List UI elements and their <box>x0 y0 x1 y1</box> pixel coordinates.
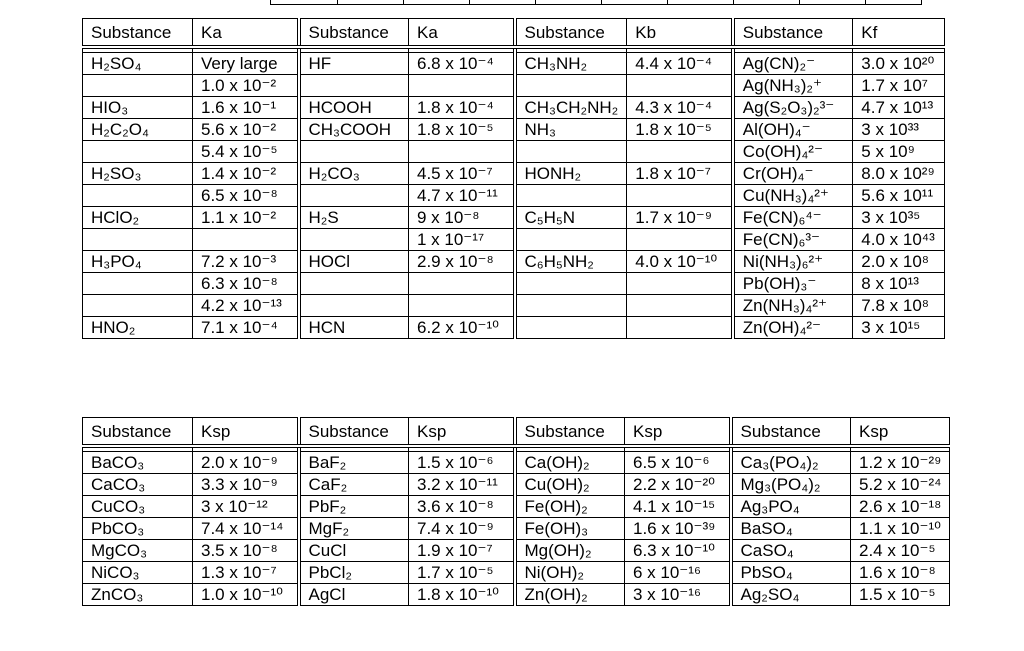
substance-cell: Ag₂SO₄ <box>731 584 851 606</box>
constant-cell: 1.4 x 10⁻² <box>193 163 299 185</box>
constant-cell: 3 x 10¹⁵ <box>853 317 945 339</box>
substance-cell <box>299 141 409 163</box>
constant-cell: 4.4 x 10⁻⁴ <box>627 53 733 75</box>
substance-cell: PbSO₄ <box>731 562 851 584</box>
substance-cell: PbF₂ <box>299 496 409 518</box>
constant-cell: 6 x 10⁻¹⁶ <box>625 562 731 584</box>
constant-cell: 1.6 x 10⁻³⁹ <box>625 518 731 540</box>
substance-cell: CuCO₃ <box>83 496 193 518</box>
table-row <box>83 295 945 317</box>
constant-cell: 1.8 x 10⁻⁴ <box>409 97 515 119</box>
substance-cell: Ni(NH₃)₆²⁺ <box>733 251 853 273</box>
constant-cell: 3 x 10³⁵ <box>853 207 945 229</box>
substance-cell: Ag(S₂O₃)₂³⁻ <box>733 97 853 119</box>
constant-cell: 1.6 x 10⁻¹ <box>193 97 299 119</box>
constant-cell: Very large <box>193 53 299 75</box>
constant-cell <box>627 273 733 295</box>
constant-cell <box>409 295 515 317</box>
substance-cell: MgCO₃ <box>83 540 193 562</box>
header-cell: Substance <box>731 418 851 447</box>
constant-cell: 2.9 x 10⁻⁸ <box>409 251 515 273</box>
constant-cell: 5 x 10⁹ <box>853 141 945 163</box>
substance-cell <box>299 185 409 207</box>
substance-cell: HOCl <box>299 251 409 273</box>
constant-cell: 5.6 x 10¹¹ <box>853 185 945 207</box>
substance-cell: ZnCO₃ <box>83 584 193 606</box>
header-cell: Substance <box>299 418 409 447</box>
substance-cell <box>299 75 409 97</box>
constant-cell: 1.6 x 10⁻⁸ <box>851 562 950 584</box>
substance-cell: CH₃CH₂NH₂ <box>515 97 627 119</box>
constant-cell: 1.0 x 10⁻¹⁰ <box>193 584 299 606</box>
table-row <box>83 496 950 518</box>
constant-cell: 1.0 x 10⁻² <box>193 75 299 97</box>
constant-cell: 4.3 x 10⁻⁴ <box>627 97 733 119</box>
constant-cell: 1.5 x 10⁻⁶ <box>409 452 515 474</box>
header-cell: Substance <box>83 19 193 48</box>
substance-cell: H₂SO₃ <box>83 163 193 185</box>
constant-cell <box>409 141 515 163</box>
substance-cell: BaCO₃ <box>83 452 193 474</box>
constant-cell: 7.8 x 10⁸ <box>853 295 945 317</box>
constant-cell: 3 x 10³³ <box>853 119 945 141</box>
constant-cell: 1.3 x 10⁻⁷ <box>193 562 299 584</box>
substance-cell: Ag₃PO₄ <box>731 496 851 518</box>
constant-cell: 4.5 x 10⁻⁷ <box>409 163 515 185</box>
substance-cell: MgF₂ <box>299 518 409 540</box>
table-row <box>83 273 945 295</box>
constant-cell: 5.6 x 10⁻² <box>193 119 299 141</box>
substance-cell: Ag(NH₃)₂⁺ <box>733 75 853 97</box>
substance-cell: PbCl₂ <box>299 562 409 584</box>
substance-cell: Cu(NH₃)₄²⁺ <box>733 185 853 207</box>
substance-cell <box>299 273 409 295</box>
constant-cell: 6.3 x 10⁻¹⁰ <box>625 540 731 562</box>
substance-cell: Co(OH)₄²⁻ <box>733 141 853 163</box>
substance-cell: CH₃COOH <box>299 119 409 141</box>
constant-cell <box>627 141 733 163</box>
substance-cell <box>515 185 627 207</box>
table-row <box>83 53 945 75</box>
constant-cell <box>409 75 515 97</box>
substance-cell: HF <box>299 53 409 75</box>
constant-cell: 3.0 x 10²⁰ <box>853 53 945 75</box>
substance-cell: H₃PO₄ <box>83 251 193 273</box>
table-row <box>83 474 950 496</box>
constant-cell: 6.5 x 10⁻⁸ <box>193 185 299 207</box>
constant-cell: 7.4 x 10⁻⁹ <box>409 518 515 540</box>
table-row <box>83 540 950 562</box>
table-row <box>83 207 945 229</box>
constant-cell <box>627 75 733 97</box>
constant-cell: 4.0 x 10⁻¹⁰ <box>627 251 733 273</box>
constant-cell: 8.0 x 10²⁹ <box>853 163 945 185</box>
constant-cell: 1.1 x 10⁻¹⁰ <box>851 518 950 540</box>
constant-cell: 3 x 10⁻¹² <box>193 496 299 518</box>
constant-cell: 2.0 x 10⁻⁹ <box>193 452 299 474</box>
header-cell: Ka <box>193 19 299 48</box>
constant-cell: 4.7 x 10⁻¹¹ <box>409 185 515 207</box>
substance-cell: Fe(OH)₂ <box>515 496 625 518</box>
constant-cell: 1.5 x 10⁻⁵ <box>851 584 950 606</box>
table-row <box>83 251 945 273</box>
substance-cell: CaSO₄ <box>731 540 851 562</box>
substance-cell: BaF₂ <box>299 452 409 474</box>
constant-cell: 3.6 x 10⁻⁸ <box>409 496 515 518</box>
constant-cell: 4.2 x 10⁻¹³ <box>193 295 299 317</box>
table-row <box>83 97 945 119</box>
substance-cell: Cu(OH)₂ <box>515 474 625 496</box>
constant-cell <box>627 295 733 317</box>
constant-cell: 6.2 x 10⁻¹⁰ <box>409 317 515 339</box>
constant-cell: 3.3 x 10⁻⁹ <box>193 474 299 496</box>
constant-cell: 7.4 x 10⁻¹⁴ <box>193 518 299 540</box>
table-row <box>83 229 945 251</box>
substance-cell: Cr(OH)₄⁻ <box>733 163 853 185</box>
substance-cell: H₂SO₄ <box>83 53 193 75</box>
equilibrium-constants-table <box>82 18 945 339</box>
substance-cell: HClO₂ <box>83 207 193 229</box>
substance-cell: H₂C₂O₄ <box>83 119 193 141</box>
constant-cell: 4.7 x 10¹³ <box>853 97 945 119</box>
constant-cell: 9 x 10⁻⁸ <box>409 207 515 229</box>
substance-cell: C₅H₅N <box>515 207 627 229</box>
header-cell: Substance <box>515 19 627 48</box>
table-row <box>83 584 950 606</box>
constant-cell: 6.8 x 10⁻⁴ <box>409 53 515 75</box>
constant-cell: 7.1 x 10⁻⁴ <box>193 317 299 339</box>
substance-cell <box>83 141 193 163</box>
constant-cell: 1.8 x 10⁻⁵ <box>627 119 733 141</box>
substance-cell: CH₃NH₂ <box>515 53 627 75</box>
constant-cell <box>193 229 299 251</box>
constant-cell: 3.5 x 10⁻⁸ <box>193 540 299 562</box>
header-cell: Ksp <box>409 418 515 447</box>
header-cell: Ksp <box>851 418 950 447</box>
table-row <box>83 518 950 540</box>
table-row <box>83 562 950 584</box>
substance-cell <box>83 185 193 207</box>
constant-cell: 1.9 x 10⁻⁷ <box>409 540 515 562</box>
substance-cell: Fe(CN)₆⁴⁻ <box>733 207 853 229</box>
constant-cell: 4.1 x 10⁻¹⁵ <box>625 496 731 518</box>
constant-cell: 1.8 x 10⁻⁷ <box>627 163 733 185</box>
table-row <box>83 75 945 97</box>
constant-cell: 5.4 x 10⁻⁵ <box>193 141 299 163</box>
substance-cell: BaSO₄ <box>731 518 851 540</box>
header-cell: Kb <box>627 19 733 48</box>
substance-cell <box>515 229 627 251</box>
table-row <box>83 452 950 474</box>
header-cell: Kf <box>853 19 945 48</box>
constant-cell: 5.2 x 10⁻²⁴ <box>851 474 950 496</box>
substance-cell <box>299 295 409 317</box>
substance-cell: H₂S <box>299 207 409 229</box>
substance-cell: Ni(OH)₂ <box>515 562 625 584</box>
substance-cell: Mg₃(PO₄)₂ <box>731 474 851 496</box>
constant-cell: 1 x 10⁻¹⁷ <box>409 229 515 251</box>
header-cell: Ka <box>409 19 515 48</box>
substance-cell: Al(OH)₄⁻ <box>733 119 853 141</box>
header-cell: Ksp <box>625 418 731 447</box>
constant-cell: 7.2 x 10⁻³ <box>193 251 299 273</box>
substance-cell: Fe(CN)₆³⁻ <box>733 229 853 251</box>
substance-cell <box>83 75 193 97</box>
constant-cell: 3 x 10⁻¹⁶ <box>625 584 731 606</box>
constant-cell: 2.0 x 10⁸ <box>853 251 945 273</box>
substance-cell: CaF₂ <box>299 474 409 496</box>
constant-cell: 1.7 x 10⁻⁹ <box>627 207 733 229</box>
substance-cell <box>299 229 409 251</box>
table-row <box>83 119 945 141</box>
substance-cell: Zn(NH₃)₄²⁺ <box>733 295 853 317</box>
substance-cell: CaCO₃ <box>83 474 193 496</box>
solubility-product-table <box>82 417 950 606</box>
header-cell: Substance <box>733 19 853 48</box>
table-row <box>83 185 945 207</box>
substance-cell: Zn(OH)₂ <box>515 584 625 606</box>
substance-cell: Ca(OH)₂ <box>515 452 625 474</box>
top-strip-remnant <box>270 0 922 5</box>
substance-cell <box>83 229 193 251</box>
substance-cell: CuCl <box>299 540 409 562</box>
constant-cell: 6.5 x 10⁻⁶ <box>625 452 731 474</box>
header-cell: Ksp <box>193 418 299 447</box>
substance-cell: Ca₃(PO₄)₂ <box>731 452 851 474</box>
constant-cell: 8 x 10¹³ <box>853 273 945 295</box>
header-cell: Substance <box>515 418 625 447</box>
substance-cell: HCN <box>299 317 409 339</box>
substance-cell: AgCl <box>299 584 409 606</box>
substance-cell: H₂CO₃ <box>299 163 409 185</box>
constant-cell: 4.0 x 10⁴³ <box>853 229 945 251</box>
constant-cell: 1.1 x 10⁻² <box>193 207 299 229</box>
substance-cell: Zn(OH)₄²⁻ <box>733 317 853 339</box>
table-row <box>83 163 945 185</box>
constant-cell: 3.2 x 10⁻¹¹ <box>409 474 515 496</box>
constant-cell: 2.6 x 10⁻¹⁸ <box>851 496 950 518</box>
substance-cell: HCOOH <box>299 97 409 119</box>
substance-cell: Pb(OH)₃⁻ <box>733 273 853 295</box>
substance-cell <box>83 273 193 295</box>
constant-cell: 1.8 x 10⁻⁵ <box>409 119 515 141</box>
substance-cell <box>515 317 627 339</box>
constant-cell: 2.4 x 10⁻⁵ <box>851 540 950 562</box>
substance-cell: HONH₂ <box>515 163 627 185</box>
constant-cell <box>409 273 515 295</box>
substance-cell: HNO₂ <box>83 317 193 339</box>
substance-cell: NiCO₃ <box>83 562 193 584</box>
constant-cell: 2.2 x 10⁻²⁰ <box>625 474 731 496</box>
substance-cell: Fe(OH)₃ <box>515 518 625 540</box>
constant-cell <box>627 317 733 339</box>
constant-cell: 1.7 x 10⁷ <box>853 75 945 97</box>
header-cell: Substance <box>83 418 193 447</box>
constant-cell: 6.3 x 10⁻⁸ <box>193 273 299 295</box>
constant-cell <box>627 229 733 251</box>
ksp-table <box>82 417 950 606</box>
constant-cell: 1.7 x 10⁻⁵ <box>409 562 515 584</box>
substance-cell <box>515 273 627 295</box>
substance-cell: HIO₃ <box>83 97 193 119</box>
ka-kb-kf-table <box>82 18 945 339</box>
constant-cell <box>627 185 733 207</box>
substance-cell <box>515 295 627 317</box>
table-row <box>83 317 945 339</box>
substance-cell: Ag(CN)₂⁻ <box>733 53 853 75</box>
constant-cell: 1.8 x 10⁻¹⁰ <box>409 584 515 606</box>
substance-cell: C₆H₅NH₂ <box>515 251 627 273</box>
constant-cell: 1.2 x 10⁻²⁹ <box>851 452 950 474</box>
header-cell: Substance <box>299 19 409 48</box>
substance-cell <box>515 141 627 163</box>
substance-cell: PbCO₃ <box>83 518 193 540</box>
substance-cell <box>515 75 627 97</box>
substance-cell: NH₃ <box>515 119 627 141</box>
substance-cell <box>83 295 193 317</box>
table-row <box>83 141 945 163</box>
substance-cell: Mg(OH)₂ <box>515 540 625 562</box>
